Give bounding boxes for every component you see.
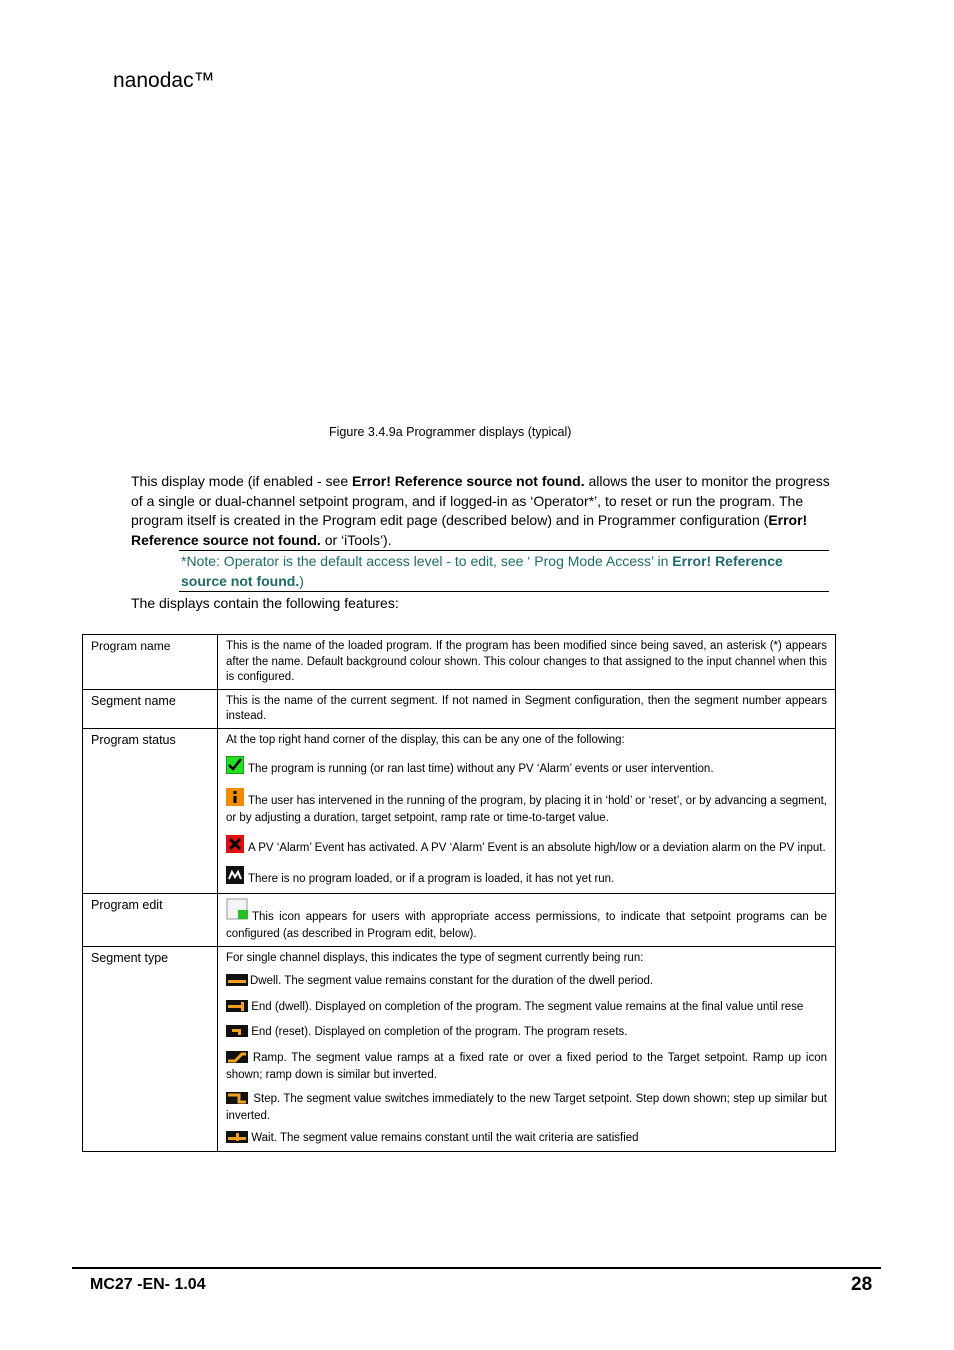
intro-text-3: or ‘iTools’). bbox=[320, 531, 392, 548]
note-end: ) bbox=[299, 572, 304, 589]
row-desc-program-status bbox=[218, 728, 836, 893]
intro-reference-1[interactable]: Error! Reference source not found. bbox=[352, 473, 585, 489]
segment-item-dwell bbox=[226, 974, 827, 992]
intro-reference-2[interactable]: Error! Reference source not found. bbox=[131, 512, 808, 548]
row-label-program-edit: Program edit bbox=[83, 893, 218, 946]
segment-item-wait bbox=[226, 1131, 827, 1149]
figure-caption: Figure 3.4.9a Programmer displays (typical) bbox=[329, 425, 572, 439]
end-dwell-segment-icon bbox=[226, 1000, 248, 1018]
intro-paragraph bbox=[131, 472, 831, 550]
brand-title: nanodac™ bbox=[113, 69, 215, 92]
intro-text-1: This display mode (if enabled - see bbox=[131, 473, 352, 489]
footer-divider bbox=[72, 1267, 881, 1269]
segment-intro: For single channel displays, this indicates the type of segment currently being run: bbox=[226, 951, 644, 964]
status-item-intervened bbox=[226, 788, 827, 827]
status-item-text: A PV ‘Alarm’ Event has activated. A PV ‘Alarm’ Event is an absolute high/low or a deviation alarm on the PV input. bbox=[248, 841, 826, 854]
ramp-segment-icon bbox=[226, 1051, 248, 1069]
segment-item-text: Step. The segment value switches immediately to the new Target setpoint. Step down shown; step up similar but inverted. bbox=[226, 1092, 827, 1122]
document-id: MC27 -EN- 1.04 bbox=[90, 1276, 206, 1293]
note-text: *Note: Operator is the default access level - to edit, see ‘ Prog Mode Access’ in bbox=[181, 553, 673, 569]
segment-item-text: Wait. The segment value remains constant until the wait criteria are satisfied bbox=[248, 1131, 639, 1144]
status-item-text: The program is running (or ran last time) without any PV ‘Alarm’ events or user intervention. bbox=[248, 763, 714, 775]
row-label-segment-name: Segment name bbox=[83, 689, 218, 728]
segment-item-text: Dwell. The segment value remains constant for the duration of the dwell period. bbox=[250, 975, 654, 987]
table-row bbox=[83, 635, 836, 690]
row-desc-segment-type bbox=[218, 946, 836, 1152]
segment-item-step bbox=[226, 1092, 827, 1125]
features-intro: The displays contain the following features: bbox=[131, 595, 399, 611]
status-item-text: The user has intervened in the running of the program, by placing it in ‘hold’ or ‘reset’, or by advancing a segment, or by adjusting a duration, target setpoint, ramp rate or time-to-target value. bbox=[226, 794, 827, 824]
wait-segment-icon bbox=[226, 1131, 248, 1149]
page-number: 28 bbox=[851, 1274, 873, 1295]
status-item-running bbox=[226, 756, 827, 780]
segment-item-text: Ramp. The segment value ramps at a fixed rate or over a fixed period to the Target setpoint. Ramp up icon shown; ramp down is similar but inverted. bbox=[226, 1051, 827, 1081]
alarm-cross-icon bbox=[226, 835, 244, 859]
segment-item-text: End (reset). Displayed on completion of the program. The program resets. bbox=[248, 1026, 628, 1038]
segment-item-end-dwell bbox=[226, 1000, 827, 1018]
row-label-program-status: Program status bbox=[83, 728, 218, 893]
row-desc-segment-name: This is the name of the current segment. If not named in Segment configuration, then the segment number appears instead. bbox=[218, 689, 836, 728]
segment-item-end-reset bbox=[226, 1025, 827, 1043]
intervention-icon bbox=[226, 788, 244, 812]
segment-item-text: End (dwell). Displayed on completion of the program. The segment value remains at the final value until rese bbox=[248, 1000, 804, 1013]
step-segment-icon bbox=[226, 1092, 248, 1110]
features-table bbox=[82, 634, 836, 1152]
note-reference[interactable]: Error! Reference source not found. bbox=[181, 553, 783, 589]
row-desc-program-name: This is the name of the loaded program. If the program has been modified since being saved, an asterisk (*) appears after the name. Default background colour shown. This colour changes to that assigned to the input channel when this is configured. bbox=[218, 635, 836, 690]
status-intro: At the top right hand corner of the display, this can be any one of the following: bbox=[226, 733, 625, 746]
row-label-program-name: Program name bbox=[83, 635, 218, 690]
program-edit-text: This icon appears for users with appropriate access permissions, to indicate that setpoint programs can be configured (as described in Program edit, below). bbox=[226, 910, 827, 940]
end-reset-segment-icon bbox=[226, 1025, 248, 1043]
row-label-segment-type: Segment type bbox=[83, 946, 218, 1152]
table-row bbox=[83, 946, 836, 1152]
table-row bbox=[83, 893, 836, 946]
table-row bbox=[83, 689, 836, 728]
no-program-icon bbox=[226, 866, 244, 890]
status-item-text: There is no program loaded, or if a program is loaded, it has not yet run. bbox=[248, 873, 615, 885]
program-edit-icon bbox=[226, 898, 250, 928]
status-item-alarm bbox=[226, 835, 827, 859]
intro-text-2: allows the user to monitor the progress of a single or dual-channel setpoint program, and if logged-in as ‘Operator*’, to reset or run the program. The program itself is created in the Program edit page (described below) and in Programmer configuration ( bbox=[131, 473, 830, 528]
dwell-segment-icon bbox=[226, 974, 248, 992]
row-desc-program-edit bbox=[218, 893, 836, 946]
segment-item-ramp bbox=[226, 1051, 827, 1084]
running-check-icon bbox=[226, 756, 244, 780]
operator-note bbox=[179, 550, 829, 592]
status-item-no-program bbox=[226, 866, 827, 890]
table-row bbox=[83, 728, 836, 893]
